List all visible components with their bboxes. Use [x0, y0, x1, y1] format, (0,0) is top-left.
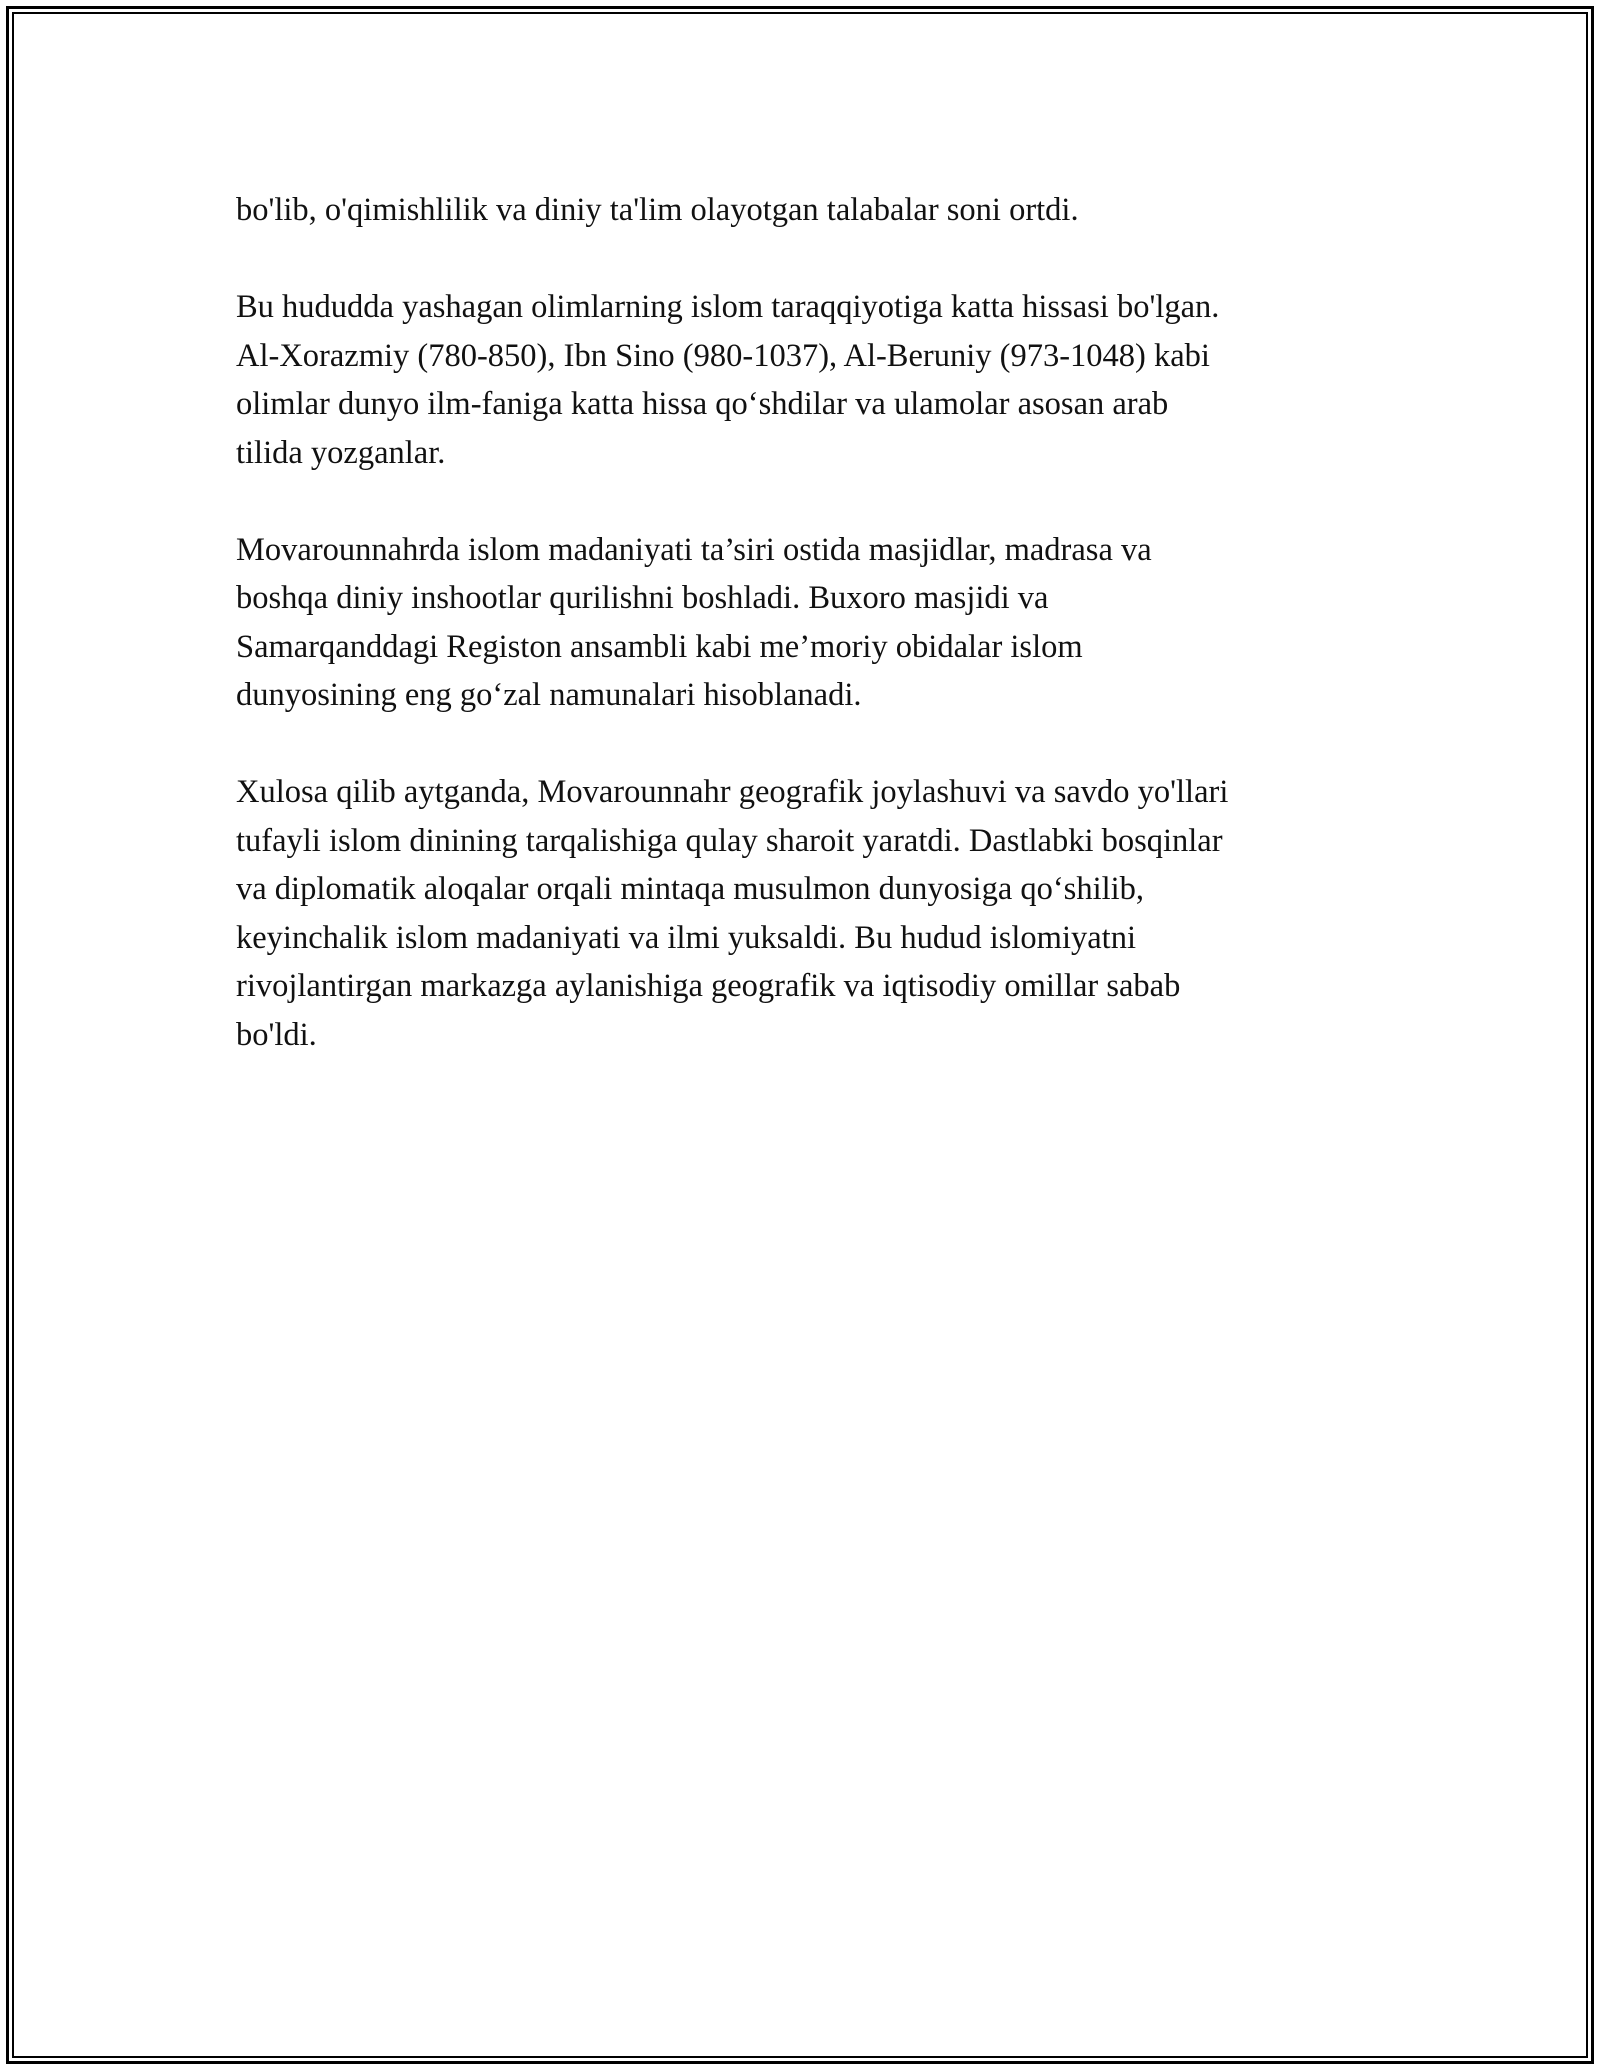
text-line: rivojlantirgan markazga aylanishiga geografik va iqtisodiy omillar sabab — [236, 968, 1181, 1004]
paragraph-3 — [236, 526, 1406, 720]
text-line: boshqa diniy inshootlar qurilishni boshladi. Buxoro masjidi va — [236, 580, 1049, 616]
text-line: Xulosa qilib aytganda, Movarounnahr geografik joylashuvi va savdo yo'llari — [236, 774, 1229, 810]
document-body — [236, 186, 1406, 1108]
text-line: tufayli islom dinining tarqalishiga qulay sharoit yaratdi. Dastlabki bosqinlar — [236, 822, 1223, 859]
paragraph-4 — [236, 768, 1406, 1059]
text-line: va diplomatik aloqalar orqali mintaqa musulmon dunyosiga qo‘shilib, — [236, 871, 1145, 907]
text-line: Movarounnahrda islom madaniyati ta’siri ostida masjidlar, madrasa va — [236, 531, 1152, 568]
paragraph-1 — [236, 186, 1406, 235]
paragraph-2 — [236, 283, 1406, 477]
text-line: Samarqanddagi Registon ansambli kabi me’moriy obidalar islom — [236, 628, 1083, 665]
text-line: Bu hududda yashagan olimlarning islom taraqqiyotiga katta hissasi bo'lgan. — [236, 289, 1220, 325]
text-line: keyinchalik islom madaniyati va ilmi yuksaldi. Bu hudud islomiyatni — [236, 919, 1136, 956]
text-line: dunyosining eng go‘zal namunalari hisoblanadi. — [236, 677, 862, 713]
text-line: bo'ldi. — [236, 1016, 317, 1053]
text-line: tilida yozganlar. — [236, 434, 446, 471]
text-line: Al-Xorazmiy (780-850), Ibn Sino (980-1037), Al-Beruniy (973-1048) kabi — [236, 337, 1210, 374]
text-line: olimlar dunyo ilm-faniga katta hissa qo‘shdilar va ulamolar asosan arab — [236, 386, 1169, 422]
text-line: bo'lib, o'qimishlilik va diniy ta'lim olayotgan talabalar soni ortdi. — [236, 192, 1079, 228]
